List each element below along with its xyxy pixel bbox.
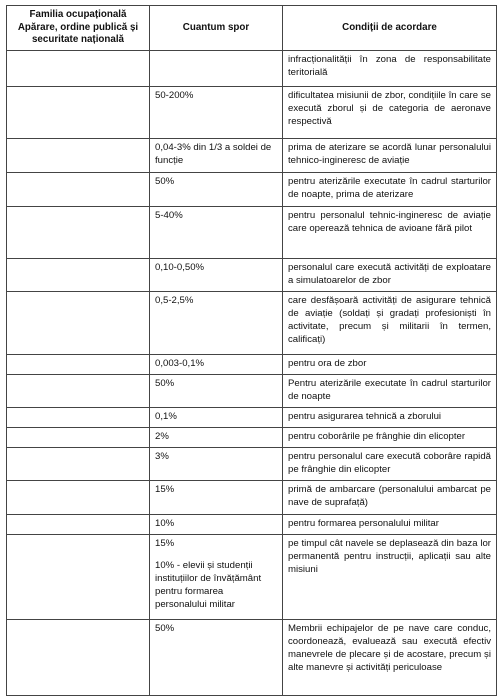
condition-cell: personalul care execută activități de exploatare a simulatoarelor de zbor	[283, 258, 497, 291]
family-cell	[7, 514, 150, 534]
amount-cell: 0,1%	[150, 407, 283, 427]
column-header-family: Familia ocupațională Apărare, ordine publică și securitate națională	[7, 6, 150, 51]
condition-cell: dificultatea misiunii de zbor, condițiile în care se execută zborul și de categoria de aeronave respectivă	[283, 86, 497, 138]
table-row	[7, 480, 497, 514]
condition-cell: prima de aterizare se acordă lunar personalului tehnico-ingineresc de aviație	[283, 138, 497, 172]
table-row	[7, 354, 497, 374]
family-cell	[7, 206, 150, 258]
family-cell	[7, 447, 150, 480]
amount-cell: 5-40%	[150, 206, 283, 258]
table-row	[7, 374, 497, 407]
condition-cell: Membrii echipajelor de pe nave care conduc, coordonează, evaluează sau execută efectiv manevrele de plecare și de acostare, precum și alte manevre și activități periculoase	[283, 619, 497, 695]
table-row	[7, 86, 497, 138]
column-header-conditions: Condiții de acordare	[283, 6, 497, 51]
condition-cell: pentru coborârile pe frânghie din elicopter	[283, 427, 497, 447]
amount-cell: 50%	[150, 374, 283, 407]
amount-cell: 0,003-0,1%	[150, 354, 283, 374]
amount-cell: 50%	[150, 619, 283, 695]
amount-cell	[150, 534, 283, 619]
family-cell	[7, 427, 150, 447]
family-cell	[7, 534, 150, 619]
table-row	[7, 619, 497, 695]
amount-cell: 15%	[150, 480, 283, 514]
amount-cell: 0,04-3% din 1/3 a soldei de funcție	[150, 138, 283, 172]
column-header-amount: Cuantum spor	[150, 6, 283, 51]
condition-cell: pentru formarea personalului militar	[283, 514, 497, 534]
table-row	[7, 206, 497, 258]
family-cell	[7, 407, 150, 427]
family-cell	[7, 172, 150, 206]
condition-cell: pentru ora de zbor	[283, 354, 497, 374]
condition-cell: Pentru aterizările executate în cadrul starturilor de noapte	[283, 374, 497, 407]
family-cell	[7, 138, 150, 172]
family-cell	[7, 258, 150, 291]
family-cell	[7, 50, 150, 86]
amount-cell: 3%	[150, 447, 283, 480]
family-cell	[7, 354, 150, 374]
amount-cell	[150, 50, 283, 86]
condition-cell: primă de ambarcare (personalului ambarcat pe nave de suprafață)	[283, 480, 497, 514]
amount-cell: 0,10-0,50%	[150, 258, 283, 291]
amount-cell: 2%	[150, 427, 283, 447]
amount-cell: 50-200%	[150, 86, 283, 138]
family-cell	[7, 86, 150, 138]
table-row	[7, 534, 497, 619]
condition-cell: care desfășoară activități de asigurare tehnică de aviație (soldați și gradați profesioniști în activitate, precum și militarii în termen, calificați)	[283, 291, 497, 354]
condition-cell: infracționalității în zona de responsabilitate teritorială	[283, 50, 497, 86]
amount-value-students: 10% - elevii și studenții instituțiilor de învățământ pentru formarea personalului militar	[155, 559, 262, 610]
condition-cell: pe timpul cât navele se deplasează din baza lor permanentă pentru instrucții, aplicații sau alte misiuni	[283, 534, 497, 619]
family-cell	[7, 480, 150, 514]
family-cell	[7, 291, 150, 354]
condition-cell: pentru aterizările executate în cadrul starturilor de noapte, prima de aterizare	[283, 172, 497, 206]
table-row	[7, 50, 497, 86]
condition-cell: pentru personalul care execută coborâre rapidă pe frânghie din elicopter	[283, 447, 497, 480]
allowance-table	[6, 5, 497, 696]
amount-value: 15%	[155, 537, 175, 549]
condition-cell: pentru personalul tehnic-ingineresc de aviație care operează tehnica de avioane fără pilot	[283, 206, 497, 258]
amount-cell: 10%	[150, 514, 283, 534]
table-row	[7, 258, 497, 291]
amount-cell: 0,5-2,5%	[150, 291, 283, 354]
condition-cell: pentru asigurarea tehnică a zborului	[283, 407, 497, 427]
table-row	[7, 291, 497, 354]
table-row	[7, 407, 497, 427]
family-cell	[7, 619, 150, 695]
amount-cell: 50%	[150, 172, 283, 206]
table-row	[7, 447, 497, 480]
table-row	[7, 138, 497, 172]
table-row	[7, 172, 497, 206]
family-cell	[7, 374, 150, 407]
table-header-row	[7, 6, 497, 51]
table-row	[7, 514, 497, 534]
table-row	[7, 427, 497, 447]
